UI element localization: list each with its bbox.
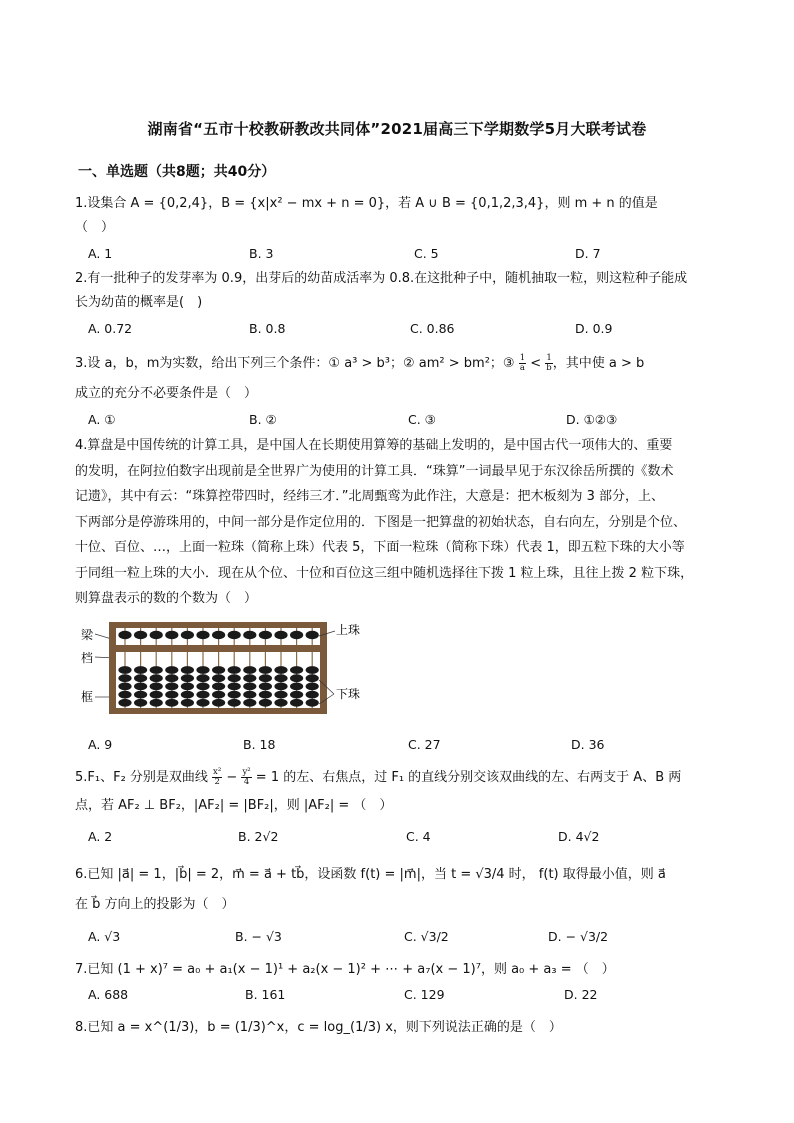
lower-bead <box>259 674 272 682</box>
question-1 <box>75 192 725 240</box>
upper-bead <box>150 631 163 639</box>
lower-bead <box>196 666 209 674</box>
lower-bead <box>165 683 178 691</box>
option-d[interactable]: D. ①②③ <box>566 412 618 427</box>
lower-bead <box>243 683 256 691</box>
lower-bead <box>150 683 163 691</box>
lower-bead <box>274 666 287 674</box>
abacus-figure <box>75 618 375 726</box>
fraction-1-over-a <box>519 354 526 373</box>
lower-bead <box>274 691 287 699</box>
question-7-text: 7.已知 (1 + x)⁷ = a₀ + a₁(x − 1)¹ + a₂(x − 1)² + ⋯ + a₇(x − 1)⁷，则 a₀ + a₃ = （ ） <box>75 962 615 977</box>
lower-bead <box>228 691 241 699</box>
option-d[interactable]: D. 7 <box>575 246 601 261</box>
option-b[interactable]: B. 3 <box>249 246 274 261</box>
lower-bead <box>243 691 256 699</box>
lower-bead <box>259 683 272 691</box>
lower-bead <box>259 699 272 707</box>
lower-bead <box>118 674 131 682</box>
lower-bead <box>196 674 209 682</box>
lower-bead <box>134 691 147 699</box>
lower-bead <box>228 699 241 707</box>
question-7 <box>75 958 725 982</box>
lower-bead <box>181 683 194 691</box>
question-6-text-cont: 在 b⃗ 方向上的投影为（ ） <box>75 897 235 912</box>
question-7-options <box>88 987 728 1007</box>
option-d[interactable]: D. 0.9 <box>575 321 613 336</box>
upper-bead <box>306 631 319 639</box>
numerator: x² <box>213 767 222 777</box>
exam-title: 湖南省“五市十校教研教改共同体”2021届高三下学期数学5月大联考试卷 <box>147 120 647 138</box>
lower-bead <box>165 699 178 707</box>
lower-bead <box>290 674 303 682</box>
lower-bead <box>243 674 256 682</box>
lower-bead <box>181 674 194 682</box>
less-than: < <box>530 356 542 371</box>
option-a[interactable]: A. 2 <box>88 829 113 844</box>
fraction-x2-over-2 <box>212 768 222 787</box>
option-a[interactable]: A. 688 <box>88 987 129 1002</box>
lower-bead <box>134 699 147 707</box>
question-1-text: 1.设集合 A = {0,2,4}，B = {x|x² − mx + n = 0}，若 A ∪ B = {0,1,2,3,4}，则 m + n 的值是 <box>75 196 658 211</box>
numerator: 1 <box>546 353 552 363</box>
option-c[interactable]: C. ③ <box>408 412 436 427</box>
lower-bead <box>259 666 272 674</box>
upper-bead <box>259 631 272 639</box>
question-4-line-6: 于同组一粒上珠的大小．现在从个位、十位和百位这三组中随机选择往下拨 1 粒上珠，且往上拨 2 粒下珠， <box>75 565 694 581</box>
denominator: a <box>519 363 525 373</box>
option-b[interactable]: B. 0.8 <box>249 321 286 336</box>
option-c[interactable]: C. 27 <box>408 737 441 752</box>
lower-bead <box>243 699 256 707</box>
question-6-options <box>88 929 728 949</box>
option-b[interactable]: B. 18 <box>243 737 276 752</box>
question-4-line-4: 下两部分是停游珠用的，中间一部分是作定位用的．下图是一把算盘的初始状态，自右向左，分别是个位、 <box>75 514 687 530</box>
option-d[interactable]: D. − √3/2 <box>548 929 609 944</box>
lower-bead <box>243 666 256 674</box>
question-2-text-cont: 长为幼苗的概率是( ) <box>75 295 203 310</box>
lower-bead <box>306 699 319 707</box>
lower-bead <box>290 699 303 707</box>
lower-bead <box>228 683 241 691</box>
upper-bead <box>274 631 287 639</box>
upper-bead <box>228 631 241 639</box>
option-b[interactable]: B. ② <box>249 412 277 427</box>
lower-bead <box>150 699 163 707</box>
upper-bead <box>290 631 303 639</box>
question-1-options <box>88 246 728 266</box>
lower-bead <box>118 691 131 699</box>
lower-bead <box>181 699 194 707</box>
option-a[interactable]: A. 9 <box>88 737 113 752</box>
question-5-text-cont: 点，若 AF₂ ⊥ BF₂，|AF₂| = |BF₂|，则 |AF₂| = （ ） <box>75 798 393 813</box>
abacus-beam <box>116 645 320 652</box>
option-c[interactable]: C. √3/2 <box>404 929 449 944</box>
question-1-text-cont: （ ） <box>75 220 115 235</box>
lower-bead <box>118 699 131 707</box>
option-d[interactable]: D. 22 <box>564 987 598 1002</box>
question-3-text-cont: 成立的充分不必要条件是（ ） <box>75 386 258 401</box>
option-c[interactable]: C. 129 <box>404 987 445 1002</box>
lower-bead <box>165 666 178 674</box>
lower-bead <box>290 683 303 691</box>
question-5 <box>75 766 725 818</box>
lower-bead <box>134 683 147 691</box>
lower-bead <box>212 683 225 691</box>
question-4-line-5: 十位、百位、…，上面一粒珠（简称上珠）代表 5，下面一粒珠（简称下珠）代表 1，即五粒下珠的大小等 <box>75 540 685 555</box>
option-b[interactable]: B. − √3 <box>235 929 282 944</box>
question-2-text: 2.有一批种子的发芽率为 0.9，出芽后的幼苗成活率为 0.8.在这批种子中，随机抽取一粒，则这粒种子能成 <box>75 271 688 286</box>
denominator: b <box>546 363 552 373</box>
option-a[interactable]: A. 0.72 <box>88 321 133 336</box>
upper-bead <box>243 631 256 639</box>
question-4-line-7: 则算盘表示的数的个数为（ ） <box>75 591 258 606</box>
question-6-text: 6.已知 |a⃗| = 1，|b⃗| = 2，m⃗ = a⃗ + tb⃗，设函数 f(t) = |m⃗|，当 t = √3/4 时， f(t) 取得最小值，则 a⃗ <box>75 867 666 882</box>
upper-bead <box>212 631 225 639</box>
lower-bead <box>196 699 209 707</box>
minus-sign: − <box>226 770 238 785</box>
upper-bead <box>134 631 147 639</box>
question-4-options <box>88 737 728 757</box>
option-c[interactable]: C. 0.86 <box>410 321 455 336</box>
question-5-text <box>75 766 725 790</box>
question-4-line-3: 记遗》，其中有云：“珠算控带四时，经纬三才．”北周甄鸾为此作注，大意是：把木板刻为 3 部分，上、 <box>75 489 665 504</box>
lower-bead <box>290 666 303 674</box>
question-6 <box>75 860 725 920</box>
lower-bead <box>306 666 319 674</box>
lower-bead <box>212 691 225 699</box>
question-3-text-a: 3.设 a，b，m为实数，给出下列三个条件：① a³ > b³；② am² > bm²；③ <box>75 356 519 371</box>
lower-bead <box>212 674 225 682</box>
option-a[interactable]: A. 1 <box>88 246 113 261</box>
lower-bead <box>134 674 147 682</box>
fraction-1-over-b <box>545 354 552 373</box>
fraction-y2-over-4 <box>241 768 251 787</box>
question-2-options <box>88 321 728 341</box>
question-4 <box>75 433 725 612</box>
question-5-options <box>88 829 728 849</box>
option-d[interactable]: D. 36 <box>571 737 605 752</box>
lower-bead <box>212 699 225 707</box>
lower-bead <box>165 674 178 682</box>
lower-bead <box>150 674 163 682</box>
question-3 <box>75 352 725 406</box>
section-heading: 一、单选题（共8题；共40分） <box>78 164 276 180</box>
lower-bead <box>118 666 131 674</box>
question-5-text-a: 5.F₁、F₂ 分别是双曲线 <box>75 770 213 785</box>
question-3-options <box>88 412 728 432</box>
lower-bead <box>290 691 303 699</box>
numerator: 1 <box>519 353 526 363</box>
lower-bead <box>165 691 178 699</box>
option-c[interactable]: C. 5 <box>414 246 439 261</box>
question-4-line-1: 4.算盘是中国传统的计算工具，是中国人在长期使用算筹的基础上发明的，是中国古代一项伟大的、重要 <box>75 438 673 453</box>
question-3-text-b: ，其中使 a > b <box>552 356 645 371</box>
label-kuang: 框 <box>81 690 94 704</box>
lower-bead <box>196 683 209 691</box>
question-3-text <box>75 352 725 376</box>
lower-bead <box>150 691 163 699</box>
lower-bead <box>196 691 209 699</box>
option-c[interactable]: C. 4 <box>406 829 431 844</box>
question-8 <box>75 1016 725 1040</box>
denominator: 2 <box>214 777 220 787</box>
question-5-text-b: = 1 的左、右焦点，过 F₁ 的直线分别交该双曲线的左、右两支于 A、B 两 <box>251 770 682 785</box>
lower-bead <box>228 666 241 674</box>
upper-bead <box>165 631 178 639</box>
option-a[interactable]: A. √3 <box>88 929 121 944</box>
lower-bead <box>134 666 147 674</box>
label-xiazhu: 下珠 <box>336 687 361 701</box>
upper-bead <box>118 631 131 639</box>
lower-bead <box>228 674 241 682</box>
numerator: y² <box>242 767 251 777</box>
option-b[interactable]: B. 161 <box>245 987 286 1002</box>
denominator: 4 <box>243 777 250 787</box>
lower-bead <box>259 691 272 699</box>
question-4-line-2: 的发明，在阿拉伯数字出现前是全世界广为使用的计算工具．“珠算”一词最早见于东汉徐岳所撰的《数术 <box>75 463 674 479</box>
question-2 <box>75 267 725 315</box>
lower-bead <box>274 674 287 682</box>
lower-bead <box>118 683 131 691</box>
label-shangzhu: 上珠 <box>336 623 361 637</box>
lower-bead <box>306 691 319 699</box>
lower-bead <box>274 683 287 691</box>
lower-bead <box>181 666 194 674</box>
lower-bead <box>181 691 194 699</box>
upper-bead <box>196 631 209 639</box>
label-liang: 梁 <box>81 628 94 642</box>
lower-bead <box>274 699 287 707</box>
upper-bead <box>181 631 194 639</box>
lower-bead <box>306 674 319 682</box>
lower-bead <box>150 666 163 674</box>
option-b[interactable]: B. 2√2 <box>238 829 279 844</box>
lower-bead <box>212 666 225 674</box>
lower-bead <box>306 683 319 691</box>
option-a[interactable]: A. ① <box>88 412 116 427</box>
option-d[interactable]: D. 4√2 <box>558 829 600 844</box>
label-dang: 档 <box>81 651 94 665</box>
question-8-text: 8.已知 a = x^(1/3)，b = (1/3)^x，c = log_(1/3) x，则下列说法正确的是（ ） <box>75 1020 562 1035</box>
